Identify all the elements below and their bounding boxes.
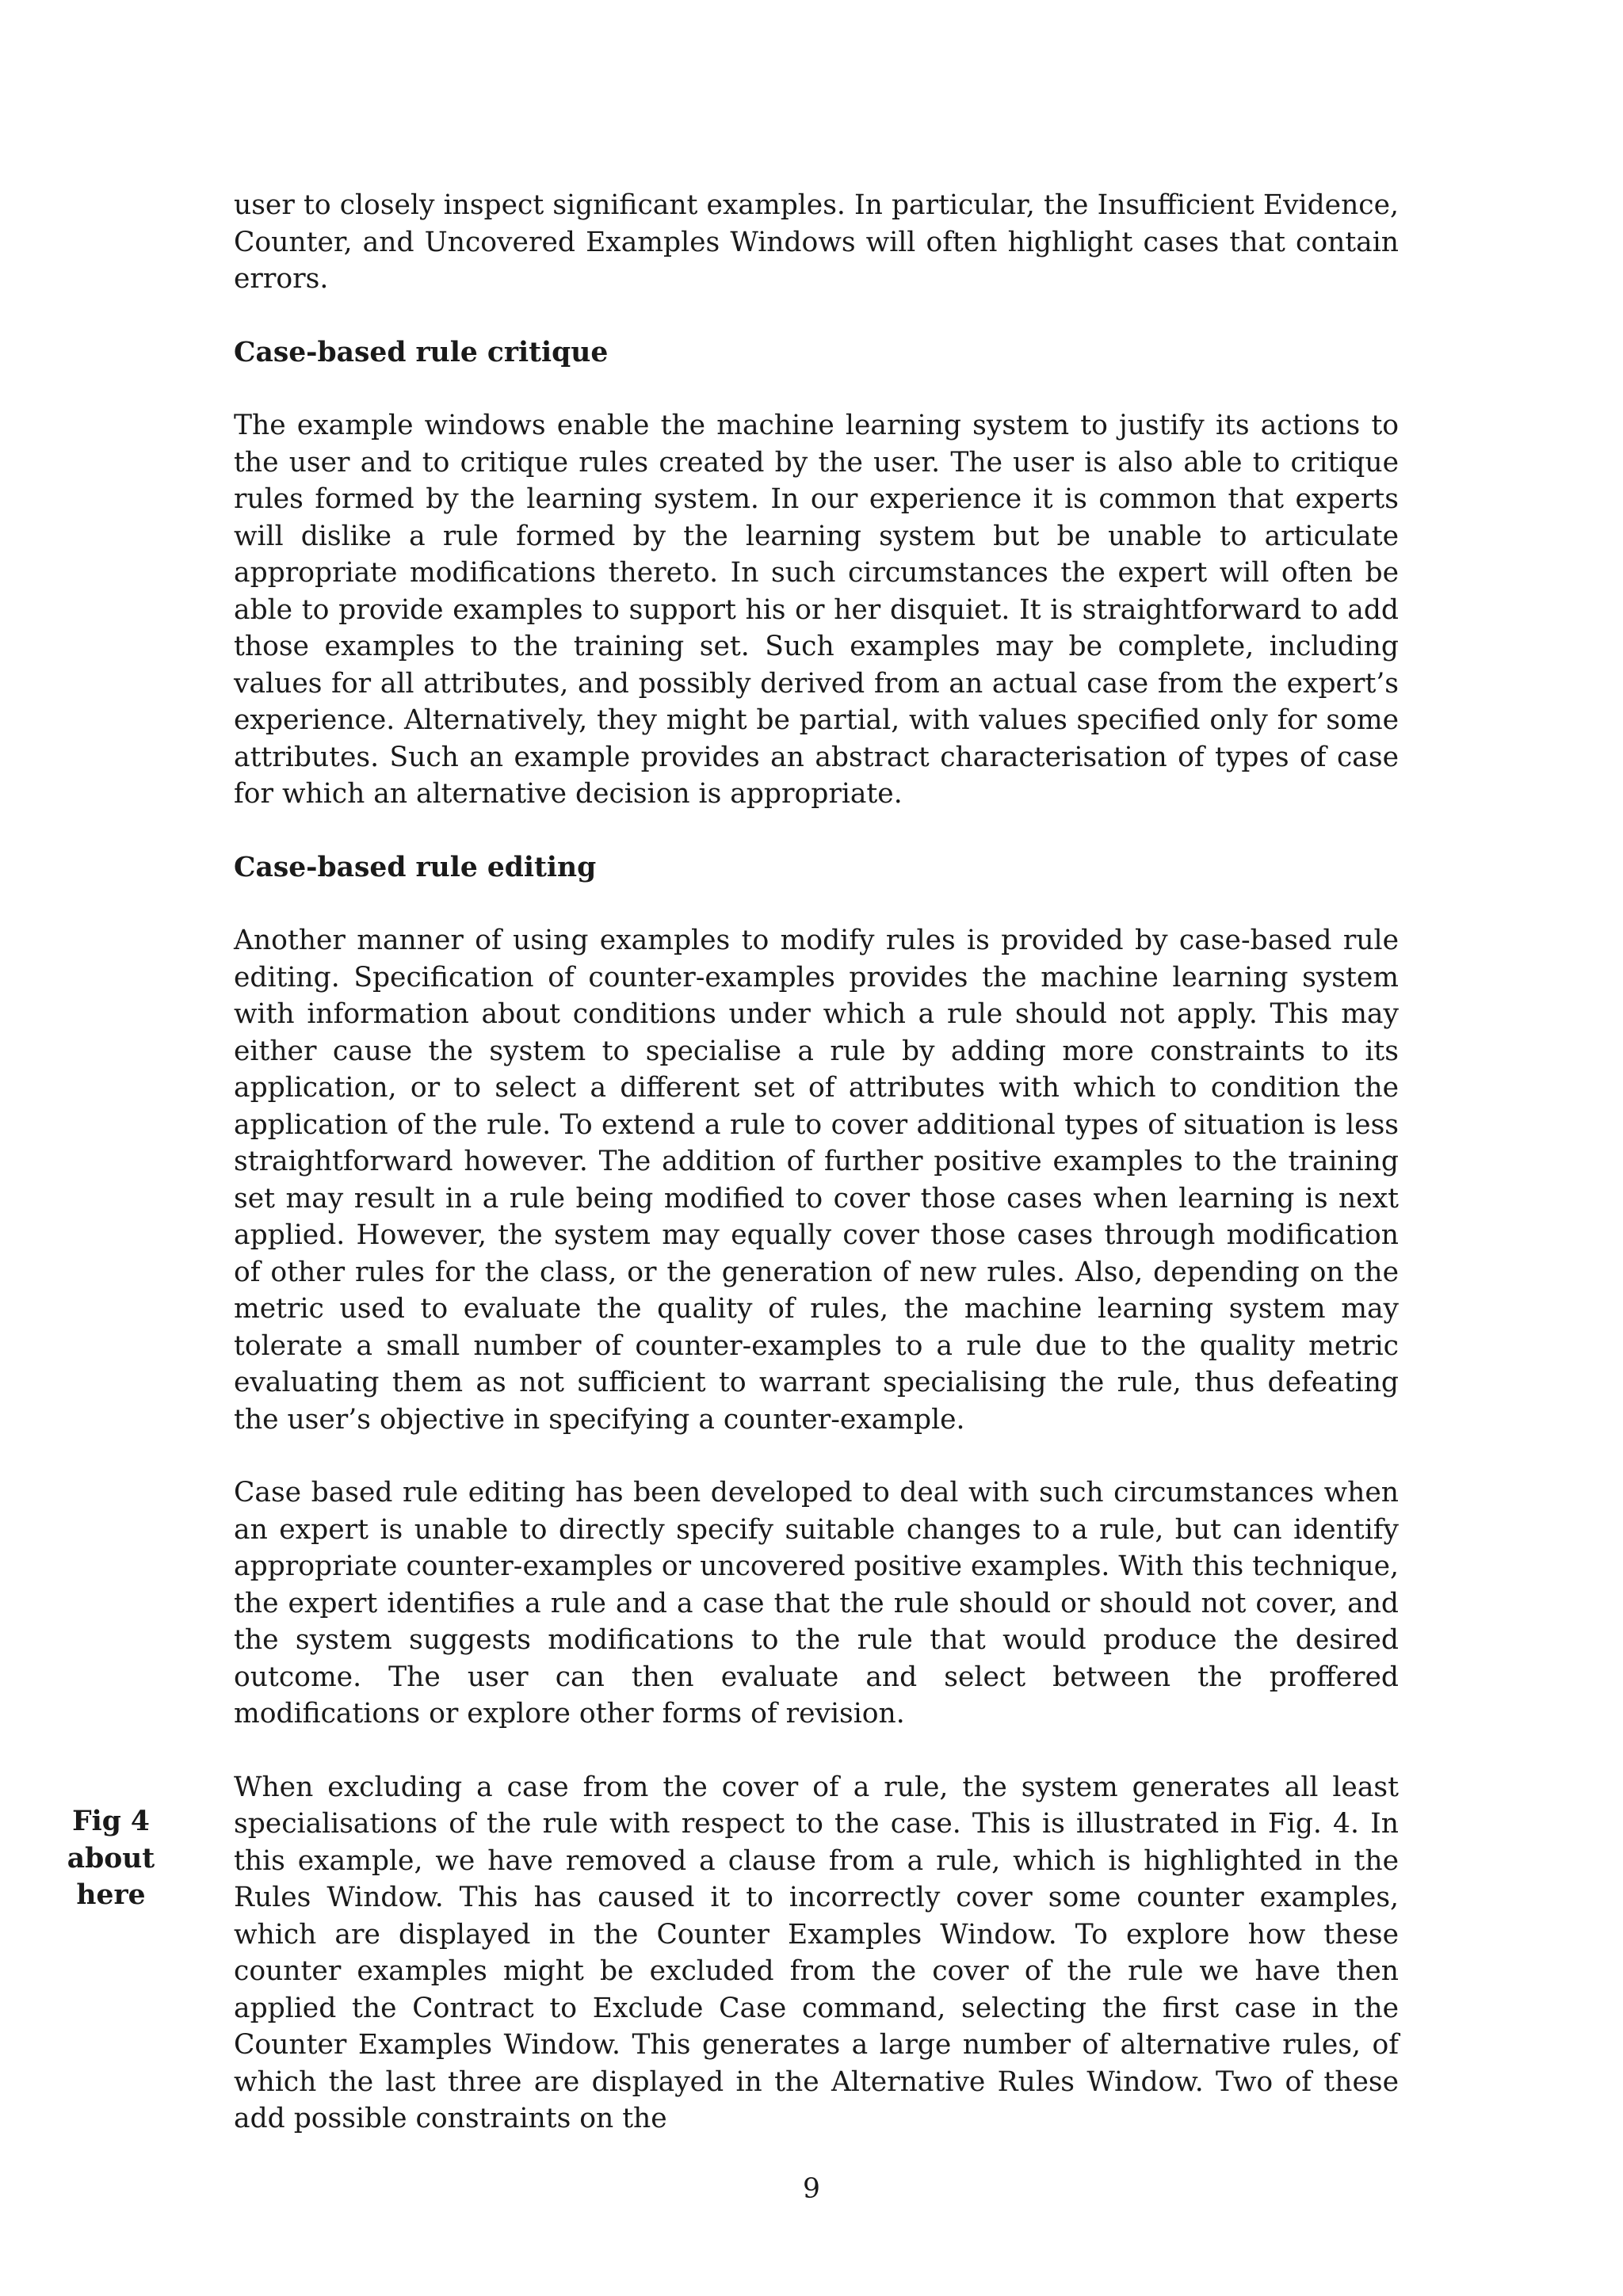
- paragraph-intro: user to closely inspect significant examples. In particular, the Insufficient Evidence, Counter, and Uncovered Examples Windows will often highlight cases that contain errors.: [234, 189, 1399, 295]
- paragraph-rule-critique: The example windows enable the machine learning system to justify its actions to the user and to critique rules created by the user. The user is also able to critique rules formed by the learning system. In our experience it is common that experts will dislike a rule formed by the learning system but be unable to articulate appropriate modifications thereto. In such circumstances the expert will often be able to provide examples to support his or her disquiet. It is straightforward to add those examples to the training set. Such examples may be complete, including values for all attributes, and possibly derived from an actual case from the expert’s experience. Alternatively, they might be partial, with values specified only for some attributes. Such an example provides an abstract characterisation of types of case for which an alternative decision is appropriate.: [234, 410, 1399, 810]
- figure-note-line: about: [67, 1842, 155, 1875]
- section-heading-rule-critique: Case-based rule critique: [234, 336, 609, 368]
- section-heading-rule-editing: Case-based rule editing: [234, 851, 597, 883]
- paragraph-rule-editing-3: When excluding a case from the cover of a rule, the system generates all least specialisations of the rule with respect to the case. This is illustrated in Fig. 4. In this example, we have removed a clause from a rule, which is highlighted in the Rules Window. This has caused it to incorrectly cover some counter examples, which are displayed in the Counter Examples Window. To explore how these counter examples might be excluded from the cover of the rule we have then applied the Contract to Exclude Case command, selecting the first case in the Counter Examples Window. This generates a large number of alternative rules, of which the last three are displayed in the Alternative Rules Window. Two of these add possible constraints on the: [234, 1771, 1399, 2134]
- paragraph-rule-editing-1: Another manner of using examples to modify rules is provided by case-based rule editing. Specification of counter-examples provides the machine learning system with information about conditions under which a rule should not apply. This may either cause the system to specialise a rule by adding more constraints to its application, or to select a different set of attributes with which to condition the application of the rule. To extend a rule to cover additional types of situation is less straightforward however. The addition of further positive examples to the training set may result in a rule being modified to cover those cases when learning is next applied. However, the system may equally cover those cases through modification of other rules for the class, or the generation of new rules. Also, depending on the metric used to evaluate the quality of rules, the machine learning system may tolerate a small number of counter-examples to a rule due to the quality metric evaluating them as not sufficient to warrant specialising the rule, thus defeating the user’s objective in specifying a counter-example.: [234, 925, 1399, 1436]
- figure-placement-note: [48, 1803, 174, 1914]
- page-number: 9: [803, 2173, 820, 2205]
- main-text-column: [234, 187, 1399, 2174]
- paragraph-rule-editing-2: Case based rule editing has been developed to deal with such circumstances when an expert is unable to directly specify suitable changes to a rule, but can identify appropriate counter-examples or uncovered positive examples. With this technique, the expert identifies a rule and a case that the rule should or should not cover, and the system suggests modifications to the rule that would produce the desired outcome. The user can then evaluate and select between the proffered modifications or explore other forms of revision.: [234, 1477, 1399, 1730]
- figure-note-line: Fig 4: [72, 1806, 150, 1837]
- figure-note-line: here: [76, 1879, 146, 1911]
